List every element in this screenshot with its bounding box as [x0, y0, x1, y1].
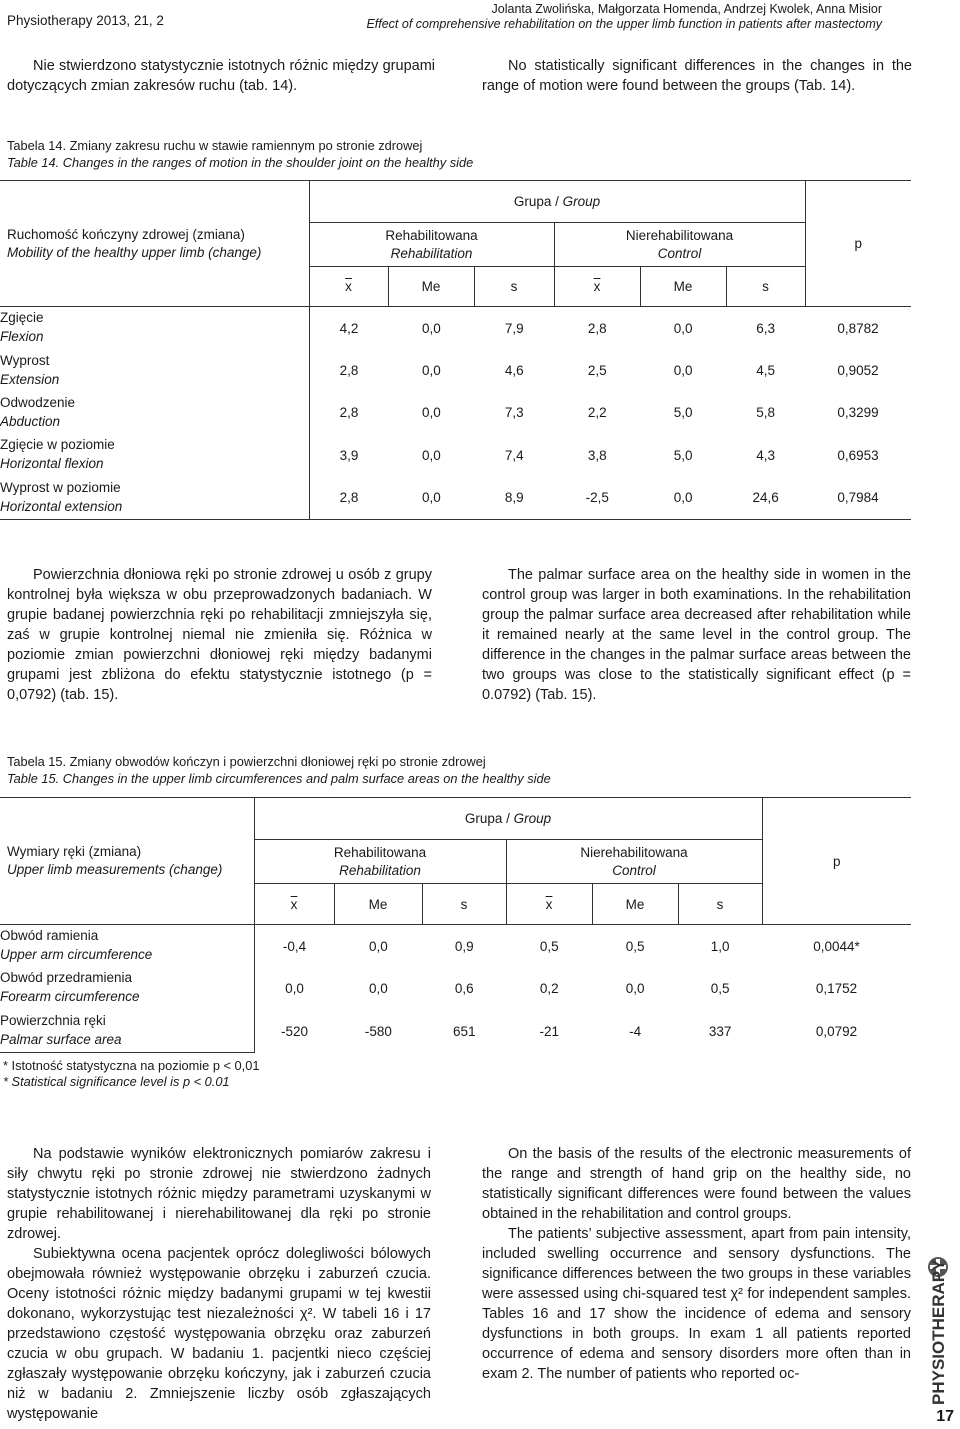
t14-group-pl: Grupa /: [513, 194, 563, 209]
t14-row-labels: [0, 307, 309, 520]
t15-row-2-en: Palmar surface area: [0, 1031, 122, 1047]
page-number: 17: [936, 1408, 954, 1425]
t15-cell-1-0: 0,0: [285, 981, 304, 997]
header-authors: Jolanta Zwolińska, Małgorzata Homenda, Andrzej Kwolek, Anna Misior: [491, 2, 882, 16]
t14-rehab-en: Rehabilitation: [390, 245, 473, 261]
t14-row-2-en: Abduction: [0, 413, 61, 429]
t15-cell-2-4: -4: [629, 1023, 642, 1039]
t14-row-4-pl: Wyprost w poziomie: [0, 479, 121, 495]
bottom-pl-1: Na podstawie wyników elektronicznych pomiarów zakresu i siły chwytu ręki po stronie zdrowej nie stwierdzono żadnych statystycznie istotnych różnic między parametrami uzyskanymi w grupie rehabilitowanej i nierehabilitowanej dla ręki po stronie zdrowej.: [7, 1146, 431, 1242]
intro-pl-text: Nie stwierdzono statystycznie istotnych różnic między grupami dotyczących zmian zakresów ruchu (tab. 14).: [7, 58, 435, 94]
t14-sub-sd-rehab: s: [474, 267, 554, 307]
t15-row-0-pl: Obwód ramienia: [0, 928, 99, 944]
t14-cell-4-4: 0,0: [673, 490, 693, 506]
t14-cell-2-2: 7,3: [504, 405, 524, 421]
t15-row-labels: [0, 925, 254, 1053]
t14-row-4-label: [0, 479, 309, 517]
t14-cell-0-0: 4,2: [339, 320, 359, 336]
t15-rehab-pl: Rehabilitowana: [333, 844, 427, 860]
t15-rehab-header: [254, 840, 506, 884]
t14-cell-0-5: 6,3: [756, 320, 775, 336]
t14-cell-0-2: 7,9: [504, 320, 524, 336]
t14-cell-3-4: 5,0: [673, 447, 693, 463]
t14-cell-0-4: 0,0: [673, 320, 693, 336]
t14-cell-2-4: 5,0: [673, 405, 693, 421]
t14-cell-0-6: 0,8782: [837, 320, 879, 336]
t14-cell-2-6: 0,3299: [837, 405, 879, 421]
t14-cell-1-3: 2,5: [587, 363, 607, 379]
bottom-en-1: On the basis of the results of the electronic measurements of the range and strength of hand grip on the healthy side, no statistically significant differences were found between the values obtained in the rehabilitation and control groups.: [482, 1146, 911, 1222]
mid-pl-text: Powierzchnia dłoniowa ręki po stronie zdrowej u osób z grupy kontrolnej była większa w obu przeprowadzonych badaniach. W grupie badanej powierzchnia ręki po rehabilitacji zmniejszyła się, zaś w grupie kontrolnej niemal nie zmieniła się. Różnica w poziomie zmian powierzchni dłoniowej ręki między badanymi grupami jest zbliżona do efektu statystycznie istotnego (p = 0,0792) (tab. 15).: [7, 567, 432, 703]
table15-footnote: [3, 1058, 259, 1090]
t14-rehab-header: [309, 223, 554, 267]
t14-cell-4-3: -2,5: [585, 490, 609, 506]
t15-cell-0-2: 0,9: [454, 938, 474, 954]
footnote-en: * Statistical significance level is p < 0.01: [3, 1074, 230, 1089]
t14-group-header: [309, 181, 805, 223]
t14-row-3: [310, 434, 912, 476]
t15-row-1-pl: Obwód przedramienia: [0, 970, 133, 986]
t15-col1-en: Upper limb measurements (change): [7, 862, 223, 877]
journal-logo: [910, 1255, 954, 1415]
t14-row-0-pl: Zgięcie: [0, 310, 44, 326]
t14-group-en: Group: [562, 194, 601, 209]
t14-sub-mean-ctrl: $\overline{x}$: [554, 267, 640, 307]
t14-cell-2-1: 0,0: [421, 405, 441, 421]
t14-cell-4-1: 0,0: [421, 490, 441, 506]
bottom-pl: [7, 1144, 431, 1424]
journal-citation: Physiotherapy 2013, 21, 2: [7, 13, 164, 28]
bottom-pl-2: Subiektywna ocena pacjentek oprócz dolegliwości bólowych obejmowała również występowanie obrzęku i zaburzeń czucia. Oceny istotności różnic między badanymi grupami w tej kwestii dokonano, wykorzystując test niezależności χ². W tabeli 16 i 17 przedstawiono częstość występowania obrzęku oraz zaburzeń czucia w obu grupach. W badaniu 1. pacjentki nieco częściej zgłaszały występowanie obrzęku kończyny, jak i zaburzeń czucia niż w badaniu 2. Zmniejszenie liczby osób zgłaszających występowanie: [7, 1246, 431, 1422]
t15-cell-0-3: 0,5: [539, 938, 559, 954]
t14-ctrl-pl: Nierehabilitowana: [625, 227, 734, 243]
t14-rehab-pl: Rehabilitowana: [385, 227, 478, 243]
table15-caption-en: Table 15. Changes in the upper limb circumferences and palm surface areas on the healthy side: [7, 771, 551, 786]
t15-cell-2-1: -580: [364, 1023, 392, 1039]
running-header: [366, 2, 882, 32]
t14-row-2: [310, 392, 912, 434]
t14-row-3-pl: Zgięcie w poziomie: [0, 437, 115, 453]
table14-caption-pl: Tabela 14. Zmiany zakresu ruchu w stawie ramiennym po stronie zdrowej: [7, 138, 423, 153]
intro-en: [482, 56, 912, 96]
t14-row-1-en: Extension: [0, 371, 60, 387]
t14-cell-4-0: 2,8: [339, 490, 359, 506]
t15-row-1: [255, 968, 912, 1010]
t14-row-0-en: Flexion: [0, 329, 44, 345]
t14-cell-3-6: 0,6953: [837, 447, 879, 463]
t14-ctrl-header: [554, 223, 805, 267]
mid-en-text: The palmar surface area on the healthy side in women in the control group was larger in both examinations. In the rehabilitation group the palmar surface area decreased after rehabilitation while it remained nearly at the same level in the control group. The difference in the changes in the palmar surface areas between the two groups was close to the statistically significant effect (p = 0.0792) (Tab. 15).: [482, 567, 911, 703]
t15-values-grid: [255, 925, 912, 1052]
t14-cell-4-5: 24,6: [752, 490, 779, 506]
table14-caption-en: Table 14. Changes in the ranges of motion in the shoulder joint on the healthy side: [7, 155, 474, 170]
t14-cell-0-1: 0,0: [421, 320, 441, 336]
table15-caption: [7, 753, 551, 787]
t15-row-0: [255, 925, 912, 967]
t15-cell-1-2: 0,6: [454, 981, 474, 997]
t15-cell-1-3: 0,2: [539, 981, 559, 997]
t14-cell-3-5: 4,3: [756, 447, 775, 463]
t15-group-header: [254, 798, 762, 840]
t14-cell-3-0: 3,9: [339, 447, 359, 463]
t15-cell-2-0: -520: [280, 1023, 308, 1039]
t14-cell-1-5: 4,5: [756, 363, 775, 379]
table-15: [0, 797, 911, 1053]
bottom-en: [482, 1144, 911, 1384]
logo-mark-icon: [910, 1255, 954, 1405]
t15-row-1-label: [0, 969, 254, 1007]
footnote-pl: * Istotność statystyczna na poziomie p < 0,01: [3, 1058, 260, 1073]
table-14: [0, 180, 911, 520]
t14-sub-median-ctrl: Me: [640, 267, 726, 307]
t14-cell-3-2: 7,4: [504, 447, 524, 463]
t15-col1-pl: Wymiary ręki (zmiana): [7, 844, 142, 859]
t14-col1-header: [0, 181, 309, 307]
t14-cell-2-3: 2,2: [587, 405, 607, 421]
t14-cell-2-5: 5,8: [756, 405, 775, 421]
t14-row-2-pl: Odwodzenie: [0, 394, 76, 410]
t15-rehab-en: Rehabilitation: [339, 862, 421, 878]
t15-sub-sd-rehab: s: [422, 884, 506, 925]
t14-cell-3-3: 3,8: [587, 447, 607, 463]
t15-sub-mean-ctrl: $\overline{x}$: [506, 884, 592, 925]
mid-en: [482, 565, 911, 705]
t15-col1-header: [0, 798, 254, 925]
t15-cell-1-4: 0,0: [625, 981, 645, 997]
t15-row-1-en: Forearm circumference: [0, 989, 140, 1005]
t14-ctrl-en: Control: [657, 245, 702, 261]
intro-en-text: No statistically significant differences in the changes in the range of motion were found between the groups (Tab. 14).: [482, 58, 912, 94]
t14-row-3-label: [0, 436, 309, 474]
t15-sub-median-rehab: Me: [334, 884, 422, 925]
t14-p-header: p: [805, 181, 911, 307]
t15-group-pl: Grupa /: [464, 811, 514, 826]
t15-cell-1-5: 0,5: [710, 981, 730, 997]
t15-cell-2-6: 0,0792: [815, 1023, 858, 1039]
t14-sub-mean-rehab: $\overline{x}$: [309, 267, 388, 307]
t15-cell-1-6: 0,1752: [815, 981, 858, 997]
t14-cell-4-6: 0,7984: [837, 490, 879, 506]
t14-cell-1-6: 0,9052: [837, 363, 879, 379]
t15-sub-sd-ctrl: s: [678, 884, 762, 925]
t14-cell-0-3: 2,8: [587, 320, 607, 336]
t14-col1-en: Mobility of the healthy upper limb (change): [7, 244, 262, 260]
t14-values-grid: [310, 307, 912, 519]
t14-cell-1-0: 2,8: [339, 363, 359, 379]
t14-row-3-en: Horizontal flexion: [0, 456, 104, 472]
t15-cell-0-1: 0,0: [369, 938, 388, 954]
intro-pl: [7, 56, 435, 96]
t14-row-1-label: [0, 352, 309, 390]
t15-row-0-en: Upper arm circumference: [0, 947, 153, 963]
t15-sub-median-ctrl: Me: [592, 884, 678, 925]
table14-caption: [7, 137, 473, 171]
t14-cell-3-1: 0,0: [421, 447, 441, 463]
table15-caption-pl: Tabela 15. Zmiany obwodów kończyn i powierzchni dłoniowej ręki po stronie zdrowej: [7, 754, 486, 769]
t14-col1-pl: Ruchomość kończyny zdrowej (zmiana): [7, 226, 245, 242]
t15-ctrl-en: Control: [612, 862, 656, 878]
t15-cell-2-2: 651: [453, 1023, 476, 1039]
t15-cell-2-5: 337: [708, 1023, 732, 1039]
t14-row-0: [310, 307, 912, 349]
t15-ctrl-header: [506, 840, 762, 884]
t15-sub-mean-rehab: $\overline{x}$: [254, 884, 334, 925]
t14-cell-1-2: 4,6: [504, 363, 524, 379]
t15-cell-2-3: -21: [539, 1023, 559, 1039]
header-title: Effect of comprehensive rehabilitation on the upper limb function in patients after mastectomy: [366, 17, 882, 31]
t15-row-2-label: [0, 1012, 254, 1050]
t14-cell-2-0: 2,8: [339, 405, 359, 421]
t14-row-0-label: [0, 309, 309, 347]
t14-row-2-label: [0, 394, 309, 432]
t15-cell-0-5: 1,0: [710, 938, 730, 954]
t14-sub-median-rehab: Me: [388, 267, 474, 307]
t15-ctrl-pl: Nierehabilitowana: [580, 844, 688, 860]
t14-sub-sd-ctrl: s: [726, 267, 805, 307]
t14-row-1-pl: Wyprost: [0, 352, 50, 368]
t15-row-2: [255, 1010, 912, 1052]
t14-cell-1-1: 0,0: [421, 363, 441, 379]
t15-group-en: Group: [513, 811, 552, 826]
bottom-en-2: The patients’ subjective assessment, apart from pain intensity, included swelling occurrence and sensory dysfunctions. The significance differences between the two groups in these variables were assessed using chi-squared test χ² for independent samples. Tables 16 and 17 show the incidence of edema and sensory dysfunctions in both groups. In exam 1 all patients reported occurrence of edema and sensory disorders more often than in exam 2. The number of patients who reported oc-: [482, 1226, 911, 1382]
t14-row-4-en: Horizontal extension: [0, 498, 123, 514]
t15-cell-0-6: 0,0044*: [813, 938, 860, 954]
t14-row-4: [310, 477, 912, 519]
t15-cell-1-1: 0,0: [369, 981, 388, 997]
t15-cell-0-4: 0,5: [625, 938, 645, 954]
logo-text: PHYSIOTHERAPY: [929, 1259, 948, 1405]
t14-cell-1-4: 0,0: [673, 363, 693, 379]
t15-p-header: p: [762, 798, 911, 925]
t15-values-block: [254, 925, 911, 1053]
t14-values-block: [309, 307, 911, 520]
mid-pl: [7, 565, 432, 705]
t15-row-0-label: [0, 927, 254, 965]
t14-cell-4-2: 8,9: [504, 490, 524, 506]
t15-cell-0-0: -0,4: [282, 938, 307, 954]
t15-row-2-pl: Powierzchnia ręki: [0, 1012, 106, 1028]
t14-row-1: [310, 349, 912, 391]
